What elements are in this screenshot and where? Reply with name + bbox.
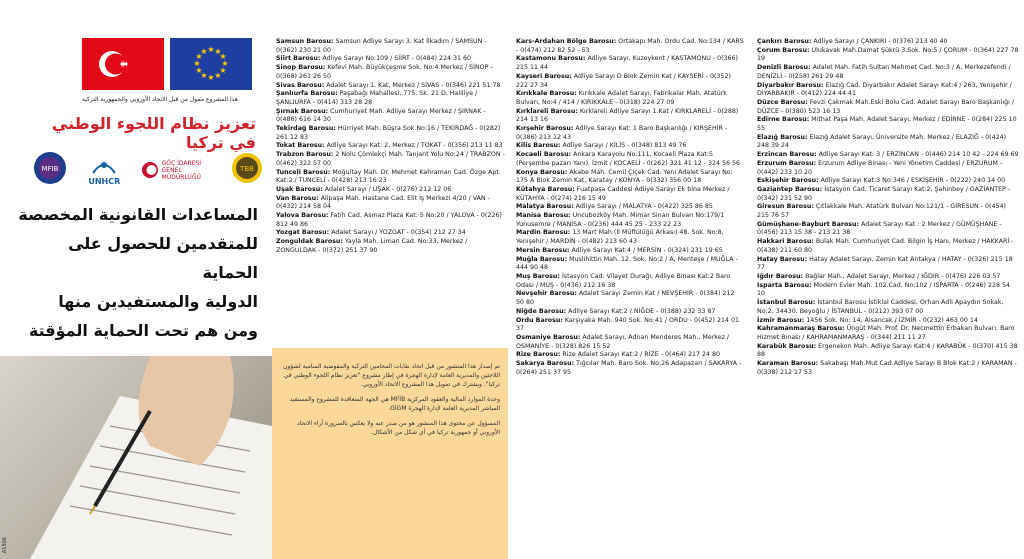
bar-name: İstanbul Barosu: — [757, 299, 816, 307]
bar-address: Adliye Sarayı Kat: 2, Merkez / TOKAT - 0(356) 213 11 83 — [326, 142, 503, 150]
svg-text:★: ★ — [207, 73, 215, 82]
bar-address: Çıtlakkale Mah. Atatürk Bulvarı No:121/1 - GİRESUN - 0(454) 215 76 57 — [757, 203, 1006, 220]
bar-address: Alipaşa Mah. Hastane Cad. Elit İş Merkezi 4/20 / VAN - 0(432) 214 58 04 — [276, 194, 490, 211]
bar-name: Muğla Barosu: — [516, 255, 568, 263]
bar-entry — [516, 151, 744, 168]
bar-address: Karşıyaka Mah. 940 Sok. No:41 / ORDU - 0(452) 214 01 37 — [516, 316, 740, 333]
bar-entry — [757, 186, 1019, 203]
flags — [82, 38, 252, 90]
bar-name: Edirne Barosu: — [757, 116, 810, 124]
bar-name: Şırnak Barosu: — [276, 107, 329, 115]
bar-address: Sakabaşı Mah.Mut Cad.Adliye Sarayı B Blok Kat:2 / KARAMAN - 0(338) 212 17 53 — [757, 360, 1017, 376]
bar-name: Gaziantep Barosu: — [757, 185, 823, 193]
bar-entry — [276, 151, 508, 168]
bar-name: Niğde Barosu: — [516, 307, 567, 315]
partner-logos — [32, 150, 264, 190]
bar-entry — [276, 212, 508, 229]
svg-text:★: ★ — [193, 59, 201, 68]
bar-name: Kocaeli Barosu: — [516, 151, 572, 159]
svg-text:★: ★ — [219, 52, 227, 61]
bar-name: Hakkari Barosu: — [757, 238, 814, 246]
bar-entry — [516, 55, 744, 72]
bar-address: Adliye Sarayı Kat:2 / NİĞDE - 0(388) 232 33 87 — [568, 307, 716, 315]
bar-name: Osmaniye Barosu: — [516, 333, 581, 341]
bar-name: Kırşehir Barosu: — [516, 125, 574, 133]
bar-name: Rize Barosu: — [516, 351, 561, 359]
bar-entry — [516, 317, 744, 334]
project-title: تعزيز نظام اللجوء الوطني في تركيا — [51, 114, 256, 152]
bar-name: Çorum Barosu: — [757, 46, 810, 54]
bar-name: İzmir Barosu: — [757, 316, 805, 324]
bar-name: Sakarya Barosu: — [516, 360, 575, 368]
bar-entry — [757, 238, 1019, 255]
bar-entry — [757, 282, 1019, 299]
mfib-logo-icon — [32, 150, 68, 190]
bar-name: Zonguldak Barosu: — [276, 238, 343, 246]
bar-address: Adalet Sarayı / UŞAK - 0(276) 212 12 06 — [324, 185, 452, 193]
bar-address: Moğultay Mah. Dr. Mehmet Kahraman Cad. Özge Apt. Kat:2 / TUNCELİ - 0(428) 213 16 23 — [276, 168, 501, 185]
bar-name: Eskişehir Barosu: — [757, 177, 819, 185]
bar-entry — [516, 273, 744, 290]
info-paragraph: تم إصدار هذا المنشور من قبل اتحاد نقابات المحامين التركية والمفوضية السامية لشؤون اللاجئين والمديرية العامة لإدارة الهجرة في إطار مشروع "تعزيز نظام اللجوء الوطني في تركيا". ويشترك في تمويل هذا المشروع الاتحاد الأوروبي. — [283, 363, 500, 388]
bar-entry — [276, 195, 508, 212]
svg-text:★: ★ — [195, 52, 203, 61]
bar-name: Karabük Barosu: — [757, 342, 817, 350]
bar-name: Kırklareli Barosu: — [516, 107, 578, 115]
bar-address: Fuatpaşa Caddesi Adliye Sarayı Ek bina Merkez / KÜTAHYA - 0(274) 216 15 49 — [516, 185, 730, 202]
bar-entry — [757, 177, 1019, 186]
bar-name: Sinop Barosu: — [276, 64, 326, 72]
bar-address: Adliye Sarayı Kat: 1 Baro Başkanlığı / KIRŞEHİR - 0(386) 213 12 43 — [516, 125, 728, 141]
bar-entry — [516, 186, 744, 203]
bar-address: Kırklareli Adliye Sarayı 1.Kat / KIRKLARELİ - 0(288) 214 13 16 — [516, 107, 739, 124]
bar-name: Nevşehir Barosu: — [516, 290, 577, 298]
bar-entry — [757, 134, 1019, 151]
bar-address: Adliye Sarayı / ÇANKIRI - 0(376) 213 40 40 — [813, 38, 948, 45]
bar-entry — [276, 82, 508, 91]
bar-entry — [276, 90, 508, 107]
bar-name: Tokat Barosu: — [276, 142, 325, 150]
bar-entry — [276, 142, 508, 151]
hand-with-pen-illustration-icon — [0, 356, 272, 559]
bar-entry — [276, 238, 508, 255]
bar-address: Hatay Adalet Sarayı, Zemin Kat Antakya / HATAY - 0(326) 215 18 77 — [757, 255, 1013, 272]
bar-address: Bulak Mah. Cumhuriyet Cad. Bilgin İş Hanı, Merkez / HAKKARİ - 0(438) 211 60 80 — [757, 238, 1014, 254]
bar-name: Kilis Barosu: — [516, 142, 561, 150]
bar-address: Adalet Sarayı, Adnan Menderes Mah., Merkez / OSMANİYE - 0(328) 826 15 52 — [516, 333, 730, 350]
bar-address: 13 Mart Mah.(İl Müftülüğü Arkası) 48. Sok. No:8, Yenişehir / MARDİN - 0(482) 213 60 43 — [516, 229, 724, 246]
bar-list-column-1 — [276, 38, 508, 256]
cover-panel — [0, 0, 272, 559]
bar-address: Adalet Sarayı 1. Kat, Merkez / SİVAS - 0(346) 221 51 78 — [326, 81, 501, 89]
bar-name: Kars-Ardahan Bölge Barosu: — [516, 38, 617, 45]
bar-name: Kayseri Barosu: — [516, 72, 572, 80]
bar-address: Üngüt Mah. Prof. Dr. Necmettin Erbakan Bulvarı, Baro Hizmet Binası / KAHRAMANMARAŞ - 0(344) 211 11 27 — [757, 325, 1015, 341]
funding-credit: هذا المشروع ممول من قبل الاتحاد الأوروبي والجمهورية التركية — [82, 96, 238, 103]
bar-entry — [516, 203, 744, 212]
mfib-logo-label: MFIB — [41, 165, 59, 173]
bar-entry — [757, 82, 1019, 99]
bar-entry — [516, 229, 744, 246]
bar-address: Modern Evler Mah. 102.Cad. No:102 / ISPARTA - 0(246) 228 54 10 — [757, 281, 1010, 298]
bar-address: Elazığ Adalet Sarayı, Üniversite Mah. Merkez / ELAZIĞ - 0(424) 248 39 24 — [757, 133, 1007, 150]
bar-name: Iğdır Barosu: — [757, 272, 804, 280]
bar-name: Konya Barosu: — [516, 168, 568, 176]
bar-name: Muş Barosu: — [516, 272, 560, 280]
bar-address: Elazığ Cad. Diyarbakır Adalet Sarayı Kat:4 / 263, Yenişehir / DİYARBAKIR - 0(412) 224 44 41 — [757, 81, 1012, 98]
bar-address: Adliye Sarayı D Blok Zemin Kat / KAYSERİ - 0(352) 222 27 34 — [516, 72, 731, 89]
bar-name: Erzurum Barosu: — [757, 159, 817, 167]
bar-entry — [757, 325, 1019, 342]
bar-address: İstanbul Barosu İstiklal Caddesi, Orhan Adli Apaydın Sokak, No:2, 34430, Beyoğlu / İSTANBUL - 0(212) 393 07 00 — [757, 299, 1004, 315]
turkey-flag-icon — [82, 38, 164, 90]
bar-address: Ulukavak Mah.Damat Şükrü 3.Sok. No:5 / ÇORUM - 0(364) 227 78 19 — [757, 46, 1019, 63]
bar-name: Karaman Barosu: — [757, 360, 819, 368]
bar-address: Tığcılar Mah. Baro Sok. No:26 Adapazarı / SAKARYA - 0(264) 251 37 95 — [516, 360, 742, 376]
bar-entry — [516, 247, 744, 256]
bar-name: Düzce Barosu: — [757, 98, 808, 106]
bar-entry — [757, 221, 1019, 238]
bar-entry — [757, 203, 1019, 220]
bar-name: Kütahya Barosu: — [516, 185, 575, 193]
bar-entry — [276, 125, 508, 142]
bar-entry — [516, 351, 744, 360]
svg-text:★: ★ — [219, 66, 227, 75]
svg-text:★: ★ — [200, 71, 208, 80]
info-paragraph: وحدة الموارد المالية والعقود المركزية MFİB هي الجهة المتعاقدة للمشروع والمستفيد المباشر المديرية العامة لإدارة الهجرة GİGM. — [289, 396, 500, 412]
bar-entry — [516, 90, 744, 107]
bar-name: Kırıkkale Barosu: — [516, 90, 577, 98]
svg-text:★: ★ — [200, 47, 208, 56]
bar-name: Giresun Barosu: — [757, 203, 814, 211]
signing-photo — [0, 356, 272, 559]
bar-name: Uşak Barosu: — [276, 185, 323, 193]
tbb-logo-label: TBB — [240, 165, 254, 173]
bar-address: Rize Adalet Sarayı Kat:2 / RİZE - 0(464) 217 24 80 — [562, 351, 721, 359]
bar-entry — [276, 108, 508, 125]
bar-address: Adliye Sarayı / MALATYA - 0(422) 325 86 85 — [575, 203, 713, 211]
bar-entry — [516, 108, 744, 125]
bar-entry — [757, 151, 1019, 160]
bar-address: Akabe Mah. Cemil Çiçek Cad. Yeni Adalet Sarayı No: 175 A Blok Zemin Kat, Karatay / KONYA - 0(332) 356 00 18 — [516, 168, 733, 185]
bar-entry — [757, 343, 1019, 360]
bar-address: İstasyon Cad. Ticaret Sarayı Kat:2, Şahinbey / GAZİANTEP - 0(342) 231 52 90 — [757, 185, 1011, 202]
bar-address: Uncubozköy Mah. Mimar Sinan Bulvarı No:179/1 Yunusemre / MANİSA - 0(236) 444 45 25 - 233 22 23 — [516, 212, 725, 228]
bar-entry — [276, 186, 508, 195]
bar-address: Samsun Adliye Sarayı 3. Kat İlkadım / SAMSUN - 0(362) 230 21 00 — [276, 38, 487, 54]
bar-entry — [516, 169, 744, 186]
bar-list-column-2 — [516, 38, 744, 377]
bar-address: Adalet Sarayı Kat : 2 Merkez / GÜMÜŞHANE - 0(456) 213 15 38 - 213 21 38 — [757, 220, 1002, 237]
bar-name: Denizli Barosu: — [757, 64, 811, 72]
main-title-line: للمتقدمين للحصول على الحماية — [68, 234, 258, 282]
bar-name: Isparta Barosu: — [757, 281, 812, 289]
bar-entry — [516, 125, 744, 142]
main-title-line: ومن هم تحت الحماية المؤقتة — [28, 321, 258, 340]
bar-entry — [516, 290, 744, 307]
bar-entry — [276, 38, 508, 55]
bar-address: Adliye Sarayı Kat:3 No:346 / ESKİŞEHİR - 0(222) 240 14 00 — [820, 177, 1006, 185]
bar-name: Diyarbakır Barosu: — [757, 81, 824, 89]
bar-entry — [276, 64, 508, 81]
bar-name: Mardin Barosu: — [516, 229, 571, 237]
bar-address: Bağlar Mah., Adalet Sarayı, Merkez / IĞDIR - 0(476) 226 03 57 — [805, 272, 1001, 280]
bar-name: Malatya Barosu: — [516, 203, 574, 211]
svg-text:★: ★ — [214, 47, 222, 56]
main-title-line: المساعدات القانونية المخصصة — [18, 205, 258, 224]
bar-entry — [516, 212, 744, 229]
bar-name: Yozgat Barosu: — [276, 229, 330, 237]
bar-address: Paşabağı Mahallesi, 775. Sk. 21 D, Haliliye / ŞANLIURFA - 0(414) 313 28 28 — [276, 90, 478, 106]
bar-entry — [757, 299, 1019, 316]
bar-name: Kastamonu Barosu: — [516, 55, 586, 63]
bar-name: Sivas Barosu: — [276, 81, 325, 89]
bar-entry — [516, 142, 744, 151]
bar-entry — [516, 308, 744, 317]
bar-address: Adalet Mah. Fatih Sultan Mehmet Cad. No:3 / A, Merkezefendi / DENİZLİ - 0(258) 261 29 48 — [757, 64, 1011, 80]
bar-entry — [516, 38, 744, 55]
svg-text:★: ★ — [195, 66, 203, 75]
unhcr-logo — [88, 155, 120, 186]
bar-address: Muslihittin Mah. 12. Sok. No:2 / A, Menteşe / MUĞLA - 444 90 48 — [516, 255, 738, 272]
bar-entry — [757, 256, 1019, 273]
info-paragraph: المسؤول عن محتوى هذا المنشور هو من صدر عنه ولا يعكس بالضرورة آراء الاتحاد الأوروبي أو جمهورية تركيا في أي شكل من الأشكال. — [296, 420, 500, 436]
bar-address: Adliye Sarayı No:109 / SİİRT - 0(484) 224 31 60 — [322, 55, 472, 63]
info-box-text — [280, 362, 500, 443]
bar-entry — [276, 229, 508, 238]
bar-entry — [757, 160, 1019, 177]
bar-name: Gümüşhane-Bayburt Barosu: — [757, 220, 860, 228]
bar-address: Adliye Sarayı Kat: 3 / ERZİNCAN - 0(446) 214 10 42 - 224 69 69 — [818, 151, 1019, 159]
bar-address: Yayla Mah. Liman Cad. No:33, Merkez / ZONGULDAK - 0(372) 251 37 90 — [276, 238, 468, 254]
bar-address: Ankara Karayolu No:111, Kocaeli Plaza Kat:5 (Perşembe pazarı Yanı), İzmit / KOCAELİ - 0(262) 321 41 12 - 324 56 56 — [516, 151, 741, 167]
bar-address: Erzurum Adliye Binası - Yeni Yönetim Caddesi / ERZURUM - 0(442) 233 10 20 — [757, 159, 1003, 176]
bar-entry — [516, 360, 744, 377]
bar-address: Mithat Paşa Mah. Adalet Sarayı, Merkez / EDİRNE - 0(284) 225 10 55 — [757, 116, 1017, 133]
bar-entry — [757, 360, 1019, 377]
bar-entry — [757, 38, 1019, 47]
bar-name: Samsun Barosu: — [276, 38, 334, 45]
bar-entry — [516, 256, 744, 273]
eu-flag-icon — [170, 38, 252, 90]
bar-address: Adliye Sarayı / KİLİS - 0(348) 813 49 76 — [562, 142, 687, 150]
bar-name: Manisa Barosu: — [516, 212, 571, 220]
bar-list-column-3 — [757, 38, 1019, 377]
bar-name: Tekirdağ Barosu: — [276, 125, 336, 133]
bar-name: Çankırı Barosu: — [757, 38, 812, 45]
bar-address: Ortakapı Mah. Ordu Cad. No:134 / KARS - 0(474) 212 82 52 - 53 — [516, 38, 744, 54]
bar-name: Kahramanmaraş Barosu: — [757, 325, 845, 333]
photo-code: A1806 — [2, 536, 8, 553]
main-title-line: الدولية والمستفيدين منها — [58, 292, 258, 311]
bar-address: Adliye Sarayı Kat:4 / MERSİN - 0(324) 231 19 65 — [571, 246, 723, 254]
bar-name: Erzincan Barosu: — [757, 151, 817, 159]
bar-entry — [757, 99, 1019, 116]
bar-address: 1456 Sok. No: 14, Alsancak / İZMİR - 0(232) 463 00 14 — [806, 316, 978, 324]
bar-name: Şanlıurfa Barosu: — [276, 90, 338, 98]
svg-text:★: ★ — [214, 71, 222, 80]
bar-entry — [757, 47, 1019, 64]
bar-address: Adalet Sarayı Zemin Kat / NEVŞEHİR - 0(384) 212 50 80 — [516, 290, 735, 307]
bar-entry — [516, 334, 744, 351]
svg-text:★: ★ — [207, 45, 215, 54]
bar-address: İstasyon Cad. Vilayet Durağı, Adliye Binası Kat:2 Baro Odası / MUŞ - 0(436) 212 16 38 — [516, 272, 731, 289]
bar-address: Kefevi Mah. Büyükçeşme Sok. No:4 Merkez / SİNOP - 0(368) 261 26 50 — [276, 64, 493, 80]
main-title — [16, 200, 258, 345]
bar-entry — [757, 273, 1019, 282]
bar-name: Van Barosu: — [276, 194, 319, 202]
bar-name: Yalova Barosu: — [276, 212, 329, 220]
unhcr-logo-label: UNHCR — [88, 176, 121, 186]
bar-entry — [276, 55, 508, 64]
bar-address: Cumhuriyet Mah. Adliye Sarayı Merkez / ŞIRNAK - 0(486) 616 14 30 — [276, 107, 486, 124]
svg-text:★: ★ — [221, 59, 229, 68]
bar-name: Mersin Barosu: — [516, 246, 570, 254]
bar-name: Tunceli Barosu: — [276, 168, 331, 176]
bar-entry — [757, 317, 1019, 326]
bar-name: Elazığ Barosu: — [757, 133, 808, 141]
bar-address: Fatih Cad. Asmaz Plaza Kat: 5 No:20 / YALOVA - 0(226) 812 49 86 — [276, 212, 502, 228]
bar-address: Adalet Sarayı / YOZGAT - 0(354) 212 27 34 — [331, 229, 466, 237]
bar-name: Trabzon Barosu: — [276, 151, 334, 159]
bar-address: Fevzi Çakmak Mah.Eski Bolu Cad. Adalet Sarayı Baro Başkanlığı / DÜZCE - 0(380) 523 16 13 — [757, 98, 1015, 115]
bar-entry — [757, 116, 1019, 133]
tbb-logo-icon — [230, 151, 264, 189]
info-box — [272, 348, 508, 559]
goc-idaresi-logo — [141, 160, 210, 181]
bar-name: Siirt Barosu: — [276, 55, 321, 63]
bar-name: Hatay Barosu: — [757, 255, 808, 263]
bar-address: Ergenekon Mah. Adliye Sarayı Kat:4 / KARABÜK - 0(370) 415 38 88 — [757, 342, 1018, 359]
bar-name: Ordu Barosu: — [516, 316, 563, 324]
bar-address: 2 Nolu Çömlekçi Mah. Tanjant Yolu No:24 / TRABZON - 0(462) 322 57 00 — [276, 151, 505, 167]
bar-address: Adliye Sarayı, Kuzeykent / KASTAMONU - 0(366) 215 11 44 — [516, 55, 739, 72]
bar-address: Kırıkkale Adalet Sarayı, Fabrikalar Mah. Atatürk Bulvarı, No:4 / 414 / KIRIKKALE - 0(318) 224 27 09 — [516, 90, 727, 106]
goc-idaresi-label: GÖÇ İDARESİ GENEL MÜDÜRLÜĞÜ — [161, 159, 202, 181]
bar-entry — [276, 169, 508, 186]
bar-entry — [757, 64, 1019, 81]
bar-address: Hürriyet Mah. Büşra Sok.No:16 / TEKİRDAĞ - 0(282) 261 12 83 — [276, 125, 501, 141]
bar-entry — [516, 73, 744, 90]
